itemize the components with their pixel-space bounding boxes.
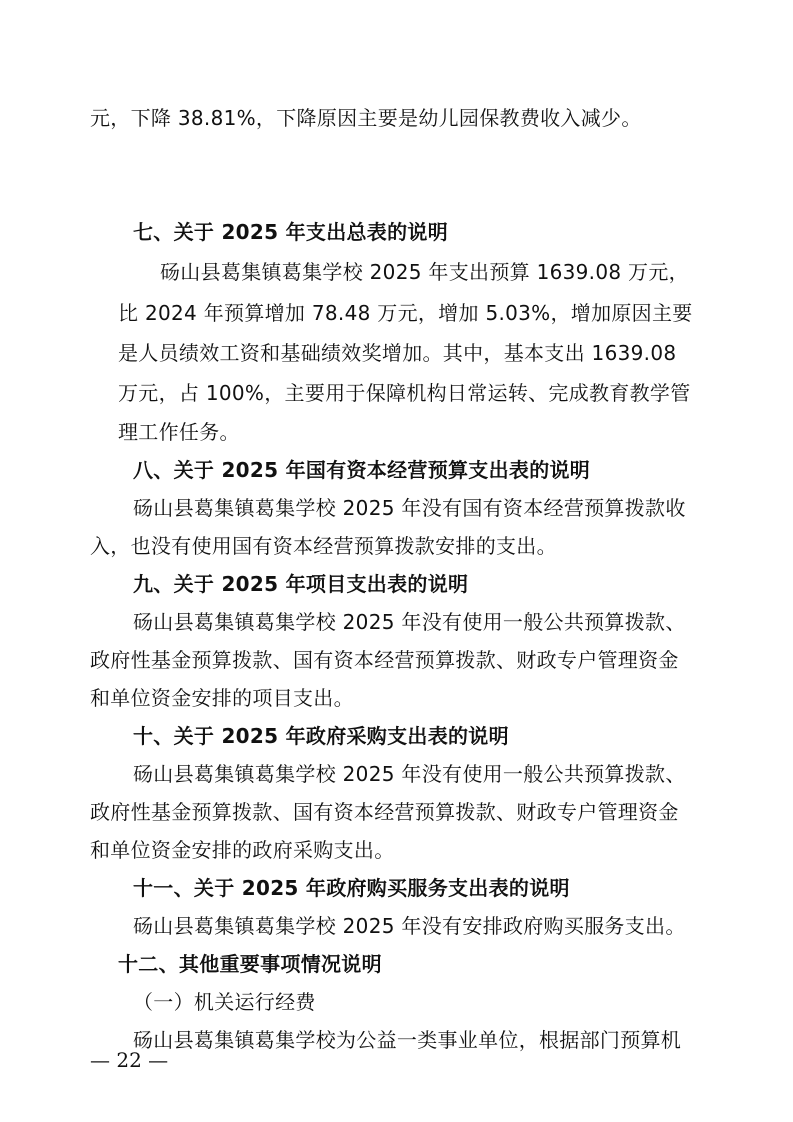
paragraph-line: 比 2024 年预算增加 78.48 万元，增加 5.03%，增加原因主要 — [118, 301, 693, 325]
paragraph-line: 万元，占 100%，主要用于保障机构日常运转、完成教育教学管 — [118, 381, 691, 405]
section-heading-7: 七、关于 2025 年支出总表的说明 — [133, 220, 448, 244]
paragraph-line: 是人员绩效工资和基础绩效奖增加。其中，基本支出 1639.08 — [118, 341, 677, 365]
paragraph-line: 砀山县葛集镇葛集学校 2025 年没有使用一般公共预算拨款、 — [133, 610, 686, 634]
paragraph-line: 砀山县葛集镇葛集学校 2025 年支出预算 1639.08 万元， — [160, 260, 689, 284]
paragraph-line: 和单位资金安排的政府采购支出。 — [90, 838, 395, 862]
paragraph-line: 砀山县葛集镇葛集学校 2025 年没有安排政府购买服务支出。 — [133, 914, 686, 938]
paragraph-line: 入，也没有使用国有资本经营预算拨款安排的支出。 — [90, 534, 557, 558]
page-number: — 22 — — [90, 1048, 169, 1072]
subsection-heading: （一）机关运行经费 — [133, 990, 316, 1014]
paragraph-line: 砀山县葛集镇葛集学校为公益一类事业单位，根据部门预算机 — [133, 1028, 682, 1052]
paragraph-line: 政府性基金预算拨款、国有资本经营预算拨款、财政专户管理资金 — [90, 800, 679, 824]
paragraph-line: 砀山县葛集镇葛集学校 2025 年没有使用一般公共预算拨款、 — [133, 762, 686, 786]
section-heading-11: 十一、关于 2025 年政府购买服务支出表的说明 — [133, 876, 570, 900]
paragraph-line: 元，下降 38.81%，下降原因主要是幼儿园保教费收入减少。 — [90, 106, 642, 130]
section-heading-10: 十、关于 2025 年政府采购支出表的说明 — [133, 724, 509, 748]
section-heading-8: 八、关于 2025 年国有资本经营预算支出表的说明 — [133, 458, 591, 482]
paragraph-line: 和单位资金安排的项目支出。 — [90, 686, 354, 710]
section-heading-12: 十二、其他重要事项情况说明 — [118, 952, 382, 976]
paragraph-line: 理工作任务。 — [118, 420, 240, 444]
paragraph-line: 砀山县葛集镇葛集学校 2025 年没有国有资本经营预算拨款收 — [133, 496, 686, 520]
section-heading-9: 九、关于 2025 年项目支出表的说明 — [133, 572, 469, 596]
paragraph-line: 政府性基金预算拨款、国有资本经营预算拨款、财政专户管理资金 — [90, 648, 679, 672]
